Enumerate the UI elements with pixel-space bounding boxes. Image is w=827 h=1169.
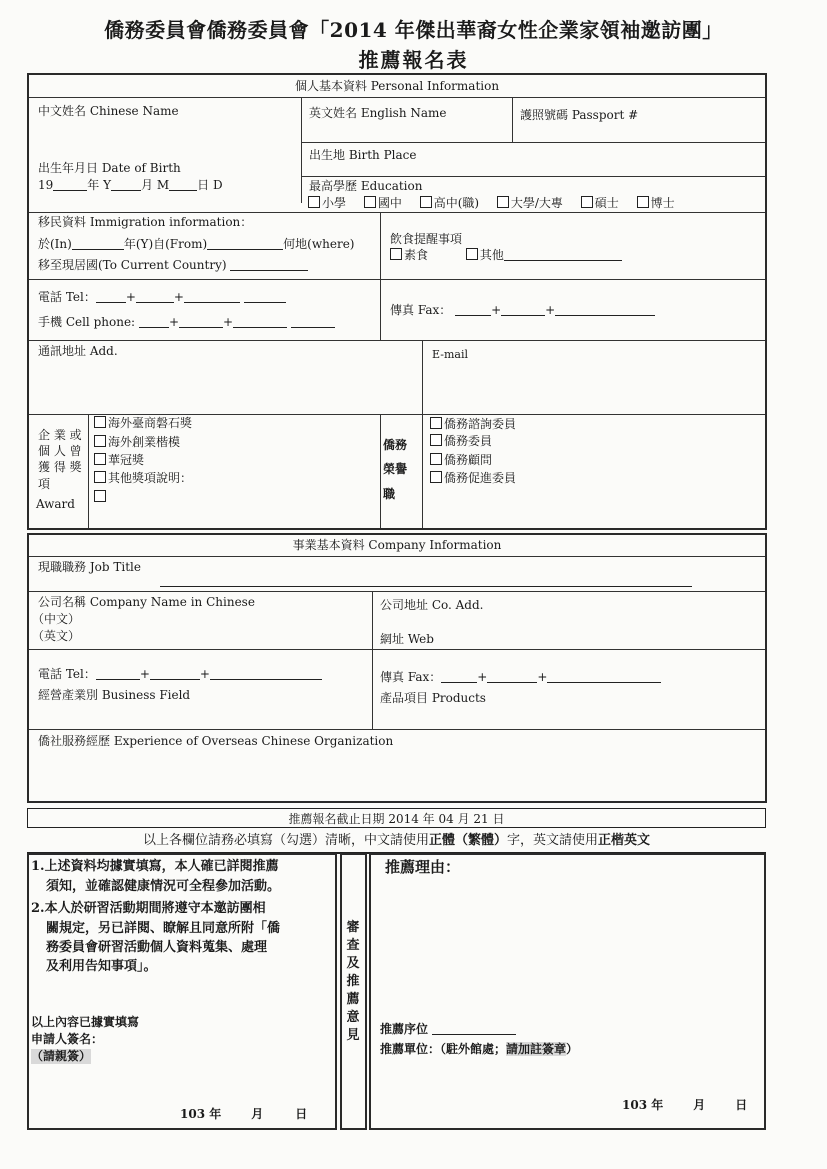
english-name-label: 英文姓名 English Name [309, 106, 447, 120]
sign-note: （請親簽） [31, 1049, 92, 1063]
recommendation-reason-label: 推薦理由： [385, 858, 461, 876]
job-title-field[interactable] [160, 570, 692, 587]
cell-label: 手機 Cell phone: [38, 315, 136, 329]
passport-label: 護照號碼 Passport # [520, 108, 639, 122]
company-tel-field[interactable]: 電話 Tel： + + [38, 667, 322, 682]
business-field-label: 經營產業別 Business Field [38, 688, 191, 702]
declaration-date: 103 年 月 日 [180, 1107, 308, 1121]
honor-option-3[interactable]: 僑務顧問 [430, 453, 492, 468]
review-label-char-3: 及 [346, 956, 360, 971]
award-option-4[interactable]: 其他獎項說明： [94, 471, 192, 486]
dob-month-label: 月 M [141, 178, 170, 192]
company-name-label: 公司名稱 Company Name in Chinese [38, 595, 255, 609]
declaration-item2-line1: 2.本人於研習活動期間將遵守本邀訪團相 [31, 901, 266, 916]
review-label-char-7: 見 [346, 1028, 360, 1043]
award-label-line-2: 個 人 曾 [38, 444, 82, 458]
experience-field[interactable] [30, 752, 762, 800]
products-label: 產品項目 Products [380, 691, 486, 705]
email-label: E-mail [432, 348, 468, 361]
honor-option-2[interactable]: 僑務委員 [430, 434, 492, 449]
declaration-item1-line2: 須知，並確認健康情況可全程參加活動。 [46, 879, 281, 894]
imm-current-label: 移至現居國(To Current Country) [38, 258, 227, 272]
honor-label-1: 僑務 [383, 438, 408, 452]
dob-prefix: 19 [38, 178, 54, 192]
education-option-junior[interactable]: 國中 [364, 196, 402, 210]
declaration-item2-line3: 務委員會研習活動個人資料蒐集、處理 [46, 940, 268, 955]
immigration-line[interactable] [38, 237, 354, 252]
birth-place-field[interactable] [420, 146, 760, 172]
award-option-1[interactable]: 海外臺商磐石獎 [94, 416, 192, 431]
immigration-current[interactable] [38, 258, 308, 273]
declaration-item2-line2: 關規定，另已詳閱、瞭解且同意所附「僑 [46, 921, 281, 936]
award-label-line-1: 企 業 或 [38, 428, 82, 442]
company-fax-field[interactable]: 傳真 Fax： + + [380, 670, 661, 685]
recommender-rank-label: 推薦序位 [380, 1022, 429, 1036]
deadline-text: 推薦報名截止日期 2014 年 04 月 21 日 [288, 812, 505, 826]
tel-label: 電話 Tel： [38, 290, 96, 304]
education-options [308, 196, 675, 211]
tel-field[interactable]: 電話 Tel： + + [38, 290, 286, 305]
personal-section-header: 個人基本資料 Personal Information [294, 79, 500, 93]
imm-where-label: 何地(where) [283, 237, 355, 251]
job-title-label: 現職職務 Job Title [38, 560, 141, 574]
form-title: 僑務委員會僑務委員會「2014 年傑出華裔女性企業家領袖邀訪團」 [104, 18, 723, 42]
review-label-char-6: 意 [346, 1010, 360, 1025]
dob-day-label: 日 D [197, 178, 223, 192]
recommender-rank[interactable] [380, 1022, 516, 1037]
company-name-en-label: （英文） [32, 629, 81, 643]
dob-label: 出生年月日 Date of Birth [38, 161, 181, 175]
address-field[interactable] [30, 362, 378, 412]
review-label-char-5: 薦 [346, 992, 360, 1007]
company-section-header: 事業基本資料 Company Information [292, 538, 502, 552]
passport-field[interactable] [514, 124, 764, 141]
education-option-senior[interactable]: 高中(職) [420, 196, 479, 210]
award-option-5[interactable] [94, 490, 108, 505]
company-name-zh-label: （中文） [32, 612, 81, 626]
english-name-field[interactable] [303, 122, 508, 140]
declaration-item1-line1: 1.上述資料均據實填寫，本人確已詳閱推薦 [31, 859, 279, 874]
education-option-master[interactable]: 碩士 [581, 196, 619, 210]
immigration-label: 移民資料 Immigration information： [38, 215, 253, 229]
fax-field[interactable]: 傳真 Fax： + + [390, 303, 655, 318]
recommender-unit: 推薦單位：（駐外館處；請加註簽章） [380, 1042, 579, 1056]
honor-option-4[interactable]: 僑務促進委員 [430, 471, 516, 486]
recommendation-reason-field[interactable] [380, 880, 758, 1010]
cell-field[interactable]: 手機 Cell phone: + + [38, 315, 335, 330]
diet-option-other[interactable]: 其他 [466, 248, 622, 262]
dob-year-label: 年 Y [87, 178, 112, 192]
birth-place-label: 出生地 Birth Place [309, 148, 417, 162]
education-option-college[interactable]: 大學/大專 [497, 196, 563, 210]
fax-label: 傳真 Fax： [390, 303, 452, 317]
award-label-line-4: 項 [38, 477, 51, 491]
declaration-confirm: 以上內容已據實填寫 [31, 1015, 140, 1029]
education-option-primary[interactable]: 小學 [308, 196, 346, 210]
chinese-name-field[interactable] [30, 120, 298, 140]
company-tel-label: 電話 Tel： [38, 667, 96, 681]
honor-label-3: 職 [383, 487, 396, 501]
recommendation-date: 103 年 月 日 [622, 1098, 748, 1112]
review-label-char-4: 推 [346, 974, 360, 989]
fill-notice: 以上各欄位請務必填寫（勾選）清晰，中文請使用正體（繁體）字，英文請使用正楷英文 [27, 830, 766, 854]
award-label-en: Award [36, 497, 75, 511]
company-fax-label: 傳真 Fax： [380, 670, 442, 684]
imm-year-from-label: 年(Y)自(From) [123, 237, 208, 251]
award-option-3[interactable]: 華冠獎 [94, 453, 144, 468]
review-label-char-2: 查 [346, 938, 360, 953]
signature-field[interactable] [120, 1028, 330, 1068]
diet-option-vegetarian[interactable]: 素食 [390, 248, 428, 262]
declaration-box [27, 853, 337, 1130]
chinese-name-label: 中文姓名 Chinese Name [38, 104, 179, 118]
company-address-label: 公司地址 Co. Add. [380, 598, 484, 612]
education-label: 最高學歷 Education [309, 179, 423, 193]
signer-label: 申請人簽名： [31, 1032, 104, 1046]
honor-label-2: 榮譽 [383, 462, 408, 476]
award-option-2[interactable]: 海外創業楷模 [94, 435, 180, 450]
deadline-banner [27, 808, 766, 828]
form-subtitle: 推薦報名表 [358, 48, 469, 72]
diet-options [390, 248, 622, 263]
experience-label: 僑社服務經歷 Experience of Overseas Chinese Organization [38, 734, 394, 748]
imm-in-label: 於(In) [38, 237, 72, 251]
award-label-line-3: 獲 得 獎 [38, 460, 82, 474]
diet-label: 飲食提醒事項 [390, 232, 463, 246]
review-label-char-1: 審 [346, 920, 360, 935]
email-field[interactable] [426, 364, 762, 412]
web-label: 網址 Web [380, 632, 434, 646]
address-label: 通訊地址 Add. [38, 344, 118, 358]
declaration-item2-line4: 及利用告知事項」。 [46, 959, 157, 974]
honor-option-1[interactable]: 僑務諮詢委員 [430, 417, 516, 432]
dob-field[interactable] [38, 178, 223, 193]
education-option-doctor[interactable]: 博士 [637, 196, 675, 210]
